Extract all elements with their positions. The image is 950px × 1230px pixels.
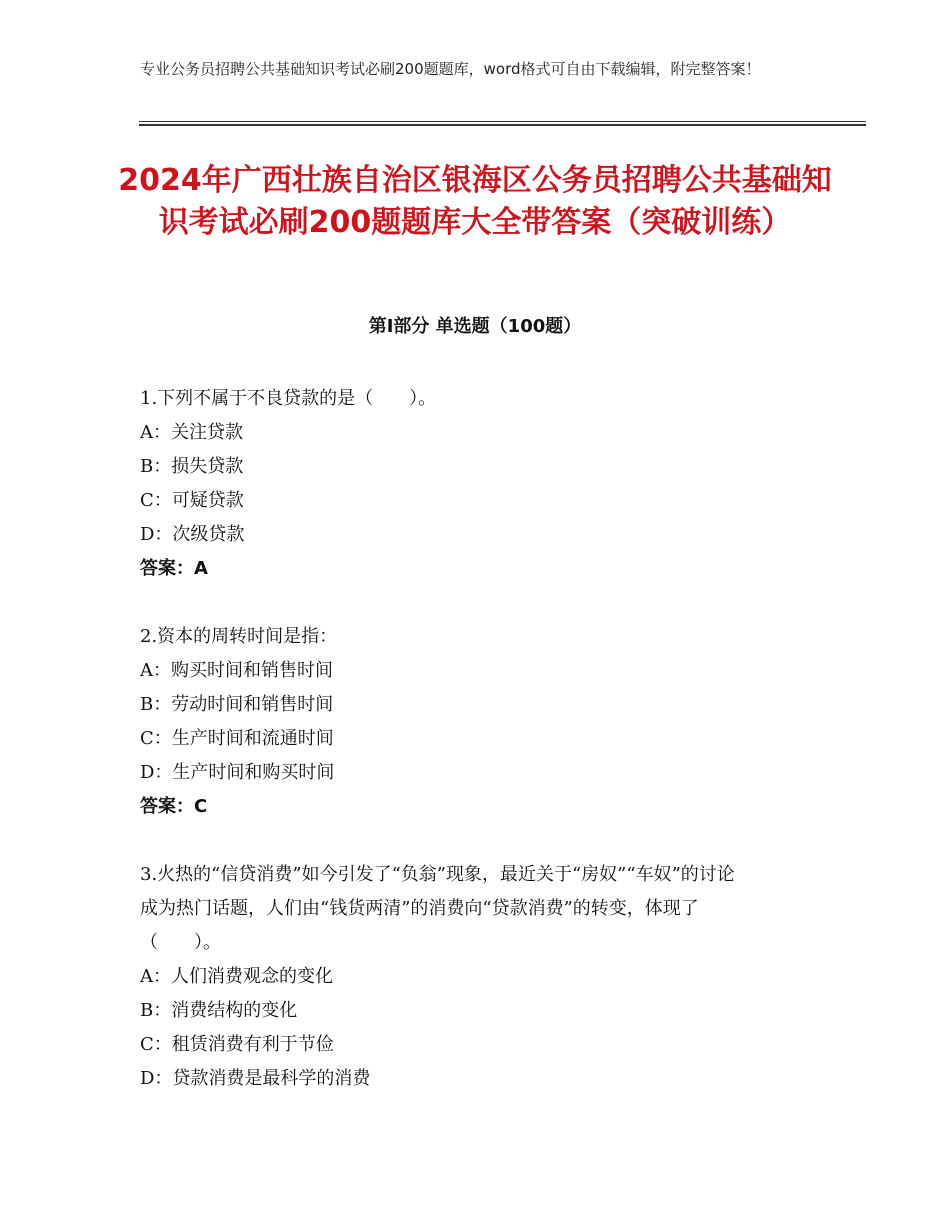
option-b: B：劳动时间和销售时间 [140, 694, 334, 715]
question-stem: 2.资本的周转时间是指： [140, 626, 338, 647]
option-a: A：购买时间和销售时间 [140, 660, 333, 681]
answer-line: 答案：C [140, 796, 208, 817]
question-list [140, 382, 780, 1130]
question-stem: 3.火热的“信贷消费”如今引发了“负翁”现象，最近关于“房奴”“车奴”的讨论成为热门话题，人们由“钱货两清”的消费向“贷款消费”的转变，体现了（ ）。 [140, 864, 735, 953]
question-1 [140, 382, 780, 586]
question-3 [140, 858, 780, 1096]
option-b: B：消费结构的变化 [140, 1000, 298, 1021]
option-a: A：人们消费观念的变化 [140, 966, 333, 987]
option-d: D：生产时间和购买时间 [140, 762, 335, 783]
option-c: C：生产时间和流通时间 [140, 728, 334, 749]
section-title: 第Ⅰ部分 单选题（100题） [368, 316, 582, 337]
option-d: D：贷款消费是最科学的消费 [140, 1068, 371, 1089]
answer-line: 答案：A [140, 558, 208, 579]
question-2 [140, 620, 780, 824]
document-title: 2024年广西壮族自治区银海区公务员招聘公共基础知识考试必刷200题题库大全带答案（突破训练） [118, 163, 832, 240]
option-c: C：租赁消费有利于节俭 [140, 1034, 334, 1055]
question-stem: 1.下列不属于不良贷款的是（ ）。 [140, 388, 437, 409]
option-a: A：关注贷款 [140, 422, 243, 443]
option-b: B：损失贷款 [140, 456, 244, 477]
header-rule [139, 121, 866, 122]
header-note: 专业公务员招聘公共基础知识考试必刷200题题库，word格式可自由下载编辑，附完整答案！ [140, 60, 761, 78]
option-d: D：次级贷款 [140, 524, 245, 545]
header-rule-thick [139, 124, 866, 126]
option-c: C：可疑贷款 [140, 490, 244, 511]
